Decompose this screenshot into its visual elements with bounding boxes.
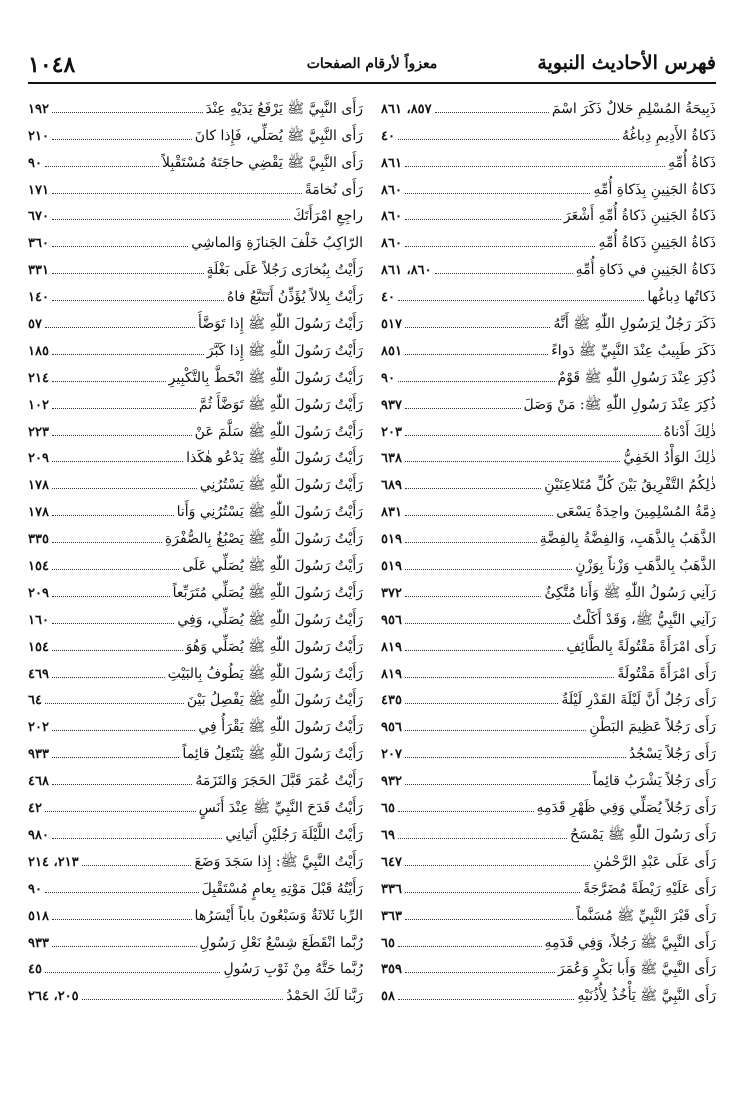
index-entry bbox=[28, 788, 363, 815]
index-entry bbox=[28, 842, 363, 869]
page-reference: ٨٦٠، ٨٦١ bbox=[381, 263, 432, 279]
hadith-text: رَأَيْتُ رَسُولَ اللّٰهِ ﷺ يَقْرَأُ فِي bbox=[198, 719, 363, 736]
hadith-text: ذَكَرَ طَبِيبٌ عِنْدَ النَّبِيِّ ﷺ دَواءً bbox=[551, 342, 716, 359]
dot-leader bbox=[52, 919, 192, 920]
page-title: فهرس الأحاديث النبوية bbox=[537, 52, 716, 74]
index-entry bbox=[381, 439, 716, 466]
page-reference: ٨٣١ bbox=[381, 505, 402, 521]
dot-leader bbox=[405, 677, 614, 678]
page-reference: ٤٣٥ bbox=[381, 693, 402, 709]
index-entry bbox=[381, 358, 716, 385]
hadith-text: رَأَى رَجُلٌ أَنَّ لَيْلَةَ القَدْرِ لَيْلَةُ bbox=[561, 692, 716, 709]
index-entry bbox=[28, 950, 363, 977]
page-reference: ٣٣٦ bbox=[381, 881, 402, 897]
index-entry bbox=[28, 976, 363, 1003]
dot-leader bbox=[405, 542, 537, 543]
dot-leader bbox=[435, 112, 549, 113]
dot-leader bbox=[405, 703, 558, 704]
index-entry bbox=[28, 681, 363, 708]
hadith-text: رَأَى عَلَيْهِ رَيْطَةً مُضَرَّجَةً bbox=[583, 880, 716, 897]
hadith-text: ذَكاةُ الأَدِيمِ دِباغُهُ bbox=[622, 127, 716, 144]
hadith-text: رَأَى النَّبِيَّ ﷺ وَأَبا بَكْرٍ وَعُمَرَ bbox=[557, 961, 716, 978]
index-entry bbox=[381, 976, 716, 1003]
index-entry bbox=[381, 681, 716, 708]
dot-leader bbox=[52, 461, 183, 462]
page-reference: ٢١٠ bbox=[28, 128, 49, 144]
index-entry bbox=[28, 627, 363, 654]
page-reference: ٩٠ bbox=[381, 370, 395, 386]
page-reference: ١٨٥ bbox=[28, 343, 49, 359]
dot-leader bbox=[405, 515, 553, 516]
header-rule bbox=[28, 82, 716, 84]
index-entry bbox=[28, 519, 363, 546]
index-entry bbox=[381, 627, 716, 654]
index-entry bbox=[381, 170, 716, 197]
hadith-text: رَأَيْتُ رَسُولَ اللّٰهِ ﷺ يُصَلِّي مُتَرَبِّعاً bbox=[172, 584, 363, 601]
hadith-text: رَأَيْتُ رَسُولَ اللّٰهِ ﷺ إِذا كَبَّرَ bbox=[206, 342, 363, 359]
page-reference: ٨٦٠ bbox=[381, 182, 402, 198]
dot-leader bbox=[405, 193, 590, 194]
dot-leader bbox=[52, 408, 196, 409]
hadith-text: رَأَيْتُ بِلالاً يُؤَذِّنُ أَتَتَبَّعُ فاهُ bbox=[227, 289, 363, 306]
index-entry bbox=[28, 492, 363, 519]
index-entry bbox=[28, 465, 363, 492]
dot-leader bbox=[52, 139, 192, 140]
index-entry bbox=[381, 923, 716, 950]
index-entry bbox=[28, 546, 363, 573]
dot-leader bbox=[405, 892, 580, 893]
index-entry bbox=[381, 546, 716, 573]
dot-leader bbox=[45, 972, 220, 973]
hadith-text: رَأَيْتُ اللَّيْلَةَ رَجُلَيْنِ أَتَيانِي bbox=[225, 826, 363, 843]
dot-leader bbox=[82, 999, 284, 1000]
page-reference: ٦٧٠ bbox=[28, 209, 49, 225]
dot-leader bbox=[45, 327, 195, 328]
hadith-text: رَأَيْتُ رَسُولَ اللّٰهِ ﷺ يَصْبُغُ بِالصُّفْرَةِ bbox=[164, 531, 363, 548]
hadith-text: رَأَيْتُ رَسُولَ اللّٰهِ ﷺ تَوَضَّأَ ثُمَّ bbox=[198, 396, 363, 413]
hadith-text: رَأَى النَّبِيَّ ﷺ رَجُلاً، وَفِي قَدَمِهِ bbox=[544, 934, 716, 951]
dot-leader bbox=[52, 435, 192, 436]
hadith-text: ذَكاةُ الجَنِينِ ذَكاةُ أُمِّهِ أَشْعَرَ bbox=[563, 208, 716, 225]
hadith-text: رَأَى النَّبِيَّ ﷺ يَأْخُذُ لِأُذُنَيْهِ bbox=[577, 988, 716, 1005]
hadith-text: رُبَّما انْقَطَعَ شِسْعُ نَعْلِ رَسُولِ bbox=[199, 934, 363, 951]
hadith-text: رَأَيْتُ النَّبِيَّ ﷺ: إِذا سَجَدَ وَضَعَ bbox=[194, 853, 363, 870]
page-reference: ٢١٤ bbox=[28, 370, 49, 386]
hadith-text: رَأَى رَجُلاً يُصَلِّي وَفِي ظَهْرِ قَدَمِهِ bbox=[536, 800, 716, 817]
index-entry bbox=[28, 250, 363, 277]
dot-leader bbox=[405, 596, 542, 597]
page-reference: ٨١٩ bbox=[381, 666, 402, 682]
dot-leader bbox=[82, 865, 192, 866]
hadith-text: رَأَى رَسُولَ اللّٰهِ ﷺ يَمْسَحُ bbox=[569, 826, 716, 843]
hadith-text: ذُكِرَ عِنْدَ رَسُولِ اللّٰهِ ﷺ قَوْمٌ bbox=[557, 369, 716, 386]
hadith-text: رَأَيْتُ رَسُولَ اللّٰهِ ﷺ يَسْتُرُنِي وَأَنا bbox=[176, 504, 363, 521]
page-reference: ٦٤ bbox=[28, 693, 42, 709]
dot-leader bbox=[52, 596, 170, 597]
hadith-text: رَأَيْتُ رَسُولَ اللّٰهِ ﷺ يَفْصِلُ بَيْنَ bbox=[186, 692, 363, 709]
dot-leader bbox=[52, 515, 174, 516]
index-entry bbox=[28, 412, 363, 439]
index-entry bbox=[28, 707, 363, 734]
index-entry bbox=[28, 734, 363, 761]
page-reference: ٨١٩ bbox=[381, 639, 402, 655]
hadith-text: رَأَى النَّبِيَّ ﷺ يَقْضِي حاجَتَهُ مُسْتَقْبِلاً bbox=[161, 154, 363, 171]
dot-leader bbox=[405, 219, 561, 220]
dot-leader bbox=[398, 999, 574, 1000]
index-entry bbox=[381, 197, 716, 224]
hadith-text: ذَكَرَ رَجُلٌ لِرَسُولِ اللّٰهِ ﷺ أَنَّهُ bbox=[553, 316, 716, 333]
index-entry bbox=[28, 143, 363, 170]
index-entry bbox=[381, 600, 716, 627]
dot-leader bbox=[405, 408, 521, 409]
page-reference: ٤٠ bbox=[381, 128, 395, 144]
dot-leader bbox=[405, 972, 555, 973]
index-entry bbox=[28, 385, 363, 412]
index-entry bbox=[28, 223, 363, 250]
page-reference: ١٦٠ bbox=[28, 612, 49, 628]
hadith-text: رَأَيْتُ عُمَرَ قَبَّلَ الحَجَرَ وَالتَزَمَهُ bbox=[195, 773, 363, 790]
dot-leader bbox=[405, 650, 563, 651]
dot-leader bbox=[45, 811, 196, 812]
hadith-text: رَآنِي رَسُولُ اللّٰهِ ﷺ وَأَنا مُتَّكِئٌ bbox=[544, 584, 716, 601]
page-reference: ٥١٩ bbox=[381, 559, 402, 575]
index-entry bbox=[28, 197, 363, 224]
index-entry bbox=[381, 223, 716, 250]
dot-leader bbox=[52, 946, 197, 947]
page-reference: ٨٦٠ bbox=[381, 236, 402, 252]
hadith-text: رَأَى رَجُلاً يَشْرَبُ قائِماً bbox=[592, 773, 716, 790]
page-number: ١٠٤٨ bbox=[28, 52, 76, 78]
hadith-text: ذَبِيحَةُ المُسْلِمِ حَلالٌ ذَكَرَ اسْمَ bbox=[551, 100, 716, 117]
dot-leader bbox=[405, 246, 596, 247]
index-entry bbox=[381, 304, 716, 331]
dot-leader bbox=[405, 865, 590, 866]
index-entry bbox=[381, 654, 716, 681]
dot-leader bbox=[52, 623, 174, 624]
hadith-text: رَآنِي النَّبِيُّ ﷺ، وَقَدْ أَكَلْتُ bbox=[572, 611, 716, 628]
hadith-text: ذَكاتُها دِباغُها bbox=[647, 289, 716, 306]
dot-leader bbox=[398, 838, 567, 839]
dot-leader bbox=[52, 300, 224, 301]
hadith-text: رَأَيْتُ رَسُولَ اللّٰهِ ﷺ يَدْعُو هٰكَذا bbox=[186, 450, 363, 467]
page-reference: ١٧٨ bbox=[28, 505, 49, 521]
hadith-text: رَأَيْتُ رَسُولَ اللّٰهِ ﷺ يُصَلِّي وَهُوَ bbox=[185, 638, 363, 655]
page-reference: ٩٣٣ bbox=[28, 747, 49, 763]
page-reference: ١٥٤ bbox=[28, 559, 49, 575]
dot-leader bbox=[52, 730, 195, 731]
dot-leader bbox=[52, 650, 183, 651]
dot-leader bbox=[52, 219, 290, 220]
hadith-text: رُبَّما حَتَّهُ مِنْ ثَوْبِ رَسُولِ bbox=[223, 961, 363, 978]
index-entry bbox=[381, 519, 716, 546]
page-reference: ٥١٧ bbox=[381, 317, 402, 333]
page-reference: ٣٦٠ bbox=[28, 236, 49, 252]
dot-leader bbox=[405, 569, 572, 570]
hadith-text: رَأَيْتُ رَسُولَ اللّٰهِ ﷺ يُصَلِّي عَلَى bbox=[182, 558, 363, 575]
index-entry bbox=[381, 385, 716, 412]
hadith-text: رَأَيْتُ رَسُولَ اللّٰهِ ﷺ يُصَلِّي، وَفِي bbox=[177, 611, 363, 628]
dot-leader bbox=[398, 300, 644, 301]
page-reference: ١٠٢ bbox=[28, 397, 49, 413]
dot-leader bbox=[405, 730, 586, 731]
index-entry bbox=[28, 761, 363, 788]
dot-leader bbox=[45, 703, 184, 704]
page-reference: ٤٦٩ bbox=[28, 666, 49, 682]
page-reference: ٦٩ bbox=[381, 827, 395, 843]
page-reference: ٩٨٠ bbox=[28, 827, 49, 843]
page-reference: ٢٢٣ bbox=[28, 424, 49, 440]
index-entry bbox=[381, 788, 716, 815]
index-entry bbox=[381, 277, 716, 304]
hadith-text: الذَّهَبُ بِالذَّهَبِ وَزْناً بِوَزْنٍ bbox=[575, 558, 716, 575]
dot-leader bbox=[405, 488, 541, 489]
page-reference: ٣٥٩ bbox=[381, 962, 402, 978]
page-reference: ٤٦٨ bbox=[28, 774, 49, 790]
dot-leader bbox=[52, 354, 204, 355]
index-entry bbox=[28, 654, 363, 681]
index-entry bbox=[381, 734, 716, 761]
index-entry bbox=[28, 923, 363, 950]
dot-leader bbox=[52, 381, 166, 382]
dot-leader bbox=[405, 757, 626, 758]
index-entry bbox=[28, 304, 363, 331]
page-reference: ٥١٩ bbox=[381, 532, 402, 548]
hadith-text: ذَكاةُ الجَنِينِ في ذَكاةِ أُمِّهِ bbox=[575, 262, 716, 279]
hadith-text: رَأَيْتُ رَسُولَ اللّٰهِ ﷺ يَطُوفُ بِالبَيْتِ bbox=[167, 665, 363, 682]
hadith-text: رَأَيْتُ رَسُولَ اللّٰهِ ﷺ إِذا تَوَضَّأَ bbox=[198, 316, 363, 333]
hadith-text: الرّاكِبُ خَلْفَ الجَنازَةِ وَالماشِي bbox=[191, 235, 363, 252]
hadith-text: ذٰلِكَ الوَأْدُ الخَفِيُّ bbox=[623, 450, 716, 467]
page-reference: ٩٣٢ bbox=[381, 774, 402, 790]
dot-leader bbox=[52, 273, 204, 274]
index-entry bbox=[381, 250, 716, 277]
hadith-text: رَأَيْتُ رَسُولَ اللّٰهِ ﷺ يَسْتُرُنِي bbox=[199, 477, 363, 494]
hadith-text: ذِمَّةُ المُسْلِمِينَ واحِدَةٌ يَسْعَى bbox=[556, 504, 716, 521]
page-reference: ٢٠٣ bbox=[381, 424, 402, 440]
page-reference: ٩٣٣ bbox=[28, 935, 49, 951]
hadith-text: رَأَى عَلَى عَبْدِ الرَّحْمٰنِ bbox=[593, 853, 716, 870]
page-reference: ٢١٣، ٢١٤ bbox=[28, 854, 79, 870]
page-reference: ٢٠٥، ٢٦٤ bbox=[28, 989, 79, 1005]
index-column-left bbox=[28, 89, 363, 1003]
dot-leader bbox=[45, 166, 159, 167]
hadith-text: رَأَيْتُهُ قَبْلَ مَوْتِهِ بِعامٍ مُسْتَقْبِلَ bbox=[201, 880, 363, 897]
page-reference: ٣٦٣ bbox=[381, 908, 402, 924]
page-reference: ٦٥ bbox=[381, 935, 395, 951]
hadith-text: رَأَيْتُ بِبُخارَى رَجُلاً عَلَى بَغْلَةٍ bbox=[206, 262, 363, 279]
page-reference: ٣٣٥ bbox=[28, 532, 49, 548]
hadith-text: رَأَى رَجُلاً عَظِيمَ البَطْنِ bbox=[589, 719, 716, 736]
index-entry bbox=[381, 761, 716, 788]
page-reference: ١٤٠ bbox=[28, 290, 49, 306]
page-reference: ٣٧٢ bbox=[381, 585, 402, 601]
dot-leader bbox=[398, 811, 534, 812]
hadith-text: رَأَى النَّبِيَّ ﷺ يُصَلِّي، فَإِذا كانَ bbox=[194, 127, 363, 144]
hadith-text: ذَكاةُ الجَنِينِ ذَكاةُ أُمِّهِ bbox=[598, 235, 716, 252]
dot-leader bbox=[405, 623, 570, 624]
page-reference: ٤٢ bbox=[28, 801, 42, 817]
dot-leader bbox=[398, 381, 555, 382]
index-entry bbox=[381, 89, 716, 116]
dot-leader bbox=[405, 461, 620, 462]
index-entry bbox=[28, 116, 363, 143]
page-reference: ٩٠ bbox=[28, 881, 42, 897]
hadith-text: رَأَى رَجُلاً يَسْجُدُ bbox=[628, 746, 716, 763]
page-reference: ١٩٢ bbox=[28, 101, 49, 117]
hadith-text: رَأَى نُخامَةً bbox=[304, 181, 363, 198]
index-entry bbox=[381, 707, 716, 734]
page-reference: ٨٦٠ bbox=[381, 209, 402, 225]
page-reference: ٦٤٧ bbox=[381, 854, 402, 870]
dot-leader bbox=[52, 569, 179, 570]
hadith-text: رَأَيْتُ قَدَحَ النَّبِيِّ ﷺ عِنْدَ أَنَسٍ bbox=[198, 800, 363, 817]
dot-leader bbox=[405, 327, 551, 328]
index-column-right bbox=[381, 89, 716, 1003]
page-reference: ٦٨٩ bbox=[381, 478, 402, 494]
index-entry bbox=[381, 950, 716, 977]
hadith-text: رَأَى امْرَأَةً مَقْتُولَةً bbox=[617, 665, 716, 682]
dot-leader bbox=[398, 946, 542, 947]
hadith-text: الذَّهَبُ بِالذَّهَبِ، وَالفِضَّةُ بِالفِضَّةِ bbox=[539, 531, 716, 548]
page-reference: ٢٠٩ bbox=[28, 585, 49, 601]
dot-leader bbox=[398, 139, 619, 140]
page-reference: ٨٦١ bbox=[381, 155, 402, 171]
page-reference: ١٥٤ bbox=[28, 639, 49, 655]
hadith-text: رَأَيْتُ رَسُولَ اللّٰهِ ﷺ سَلَّمَ عَنْ bbox=[194, 423, 363, 440]
index-entry bbox=[28, 170, 363, 197]
index-entry bbox=[28, 600, 363, 627]
dot-leader bbox=[45, 892, 199, 893]
dot-leader bbox=[405, 435, 661, 436]
index-entry bbox=[28, 358, 363, 385]
index-entry bbox=[28, 573, 363, 600]
hadith-text: ذَكاةُ أُمِّهِ bbox=[668, 154, 716, 171]
index-entry bbox=[28, 439, 363, 466]
page-reference: ١٧٨ bbox=[28, 478, 49, 494]
hadith-text: ذُكِرَ عِنْدَ رَسُولِ اللّٰهِ ﷺ: مَنْ وَصَلَ bbox=[523, 396, 716, 413]
dot-leader bbox=[52, 112, 203, 113]
index-entry bbox=[28, 896, 363, 923]
page-reference: ٩٠ bbox=[28, 155, 42, 171]
dot-leader bbox=[52, 542, 162, 543]
hadith-text: رَأَيْتُ رَسُولَ اللّٰهِ ﷺ انْحَطَّ بِالتَّكْبِيرِ bbox=[168, 369, 363, 386]
index-entry bbox=[381, 842, 716, 869]
index-entry bbox=[381, 116, 716, 143]
index-entry bbox=[28, 277, 363, 304]
hadith-text: رَأَى امْرَأَةً مَقْتُولَةً بِالطَّائِفِ bbox=[566, 638, 716, 655]
dot-leader bbox=[405, 354, 548, 355]
page-reference: ٨٥٧، ٨٦١ bbox=[381, 101, 432, 117]
index-entry bbox=[381, 896, 716, 923]
page-reference: ٩٥٦ bbox=[381, 720, 402, 736]
hadith-text: رَأَى قَبْرَ النَّبِيِّ ﷺ مُسَنَّماً bbox=[576, 907, 716, 924]
page-reference: ٢٠٧ bbox=[381, 747, 402, 763]
dot-leader bbox=[52, 784, 192, 785]
page-reference: ١٧١ bbox=[28, 182, 49, 198]
hadith-text: ذَكاةُ الجَنِينِ بِذَكاةِ أُمِّهِ bbox=[593, 181, 716, 198]
page-reference: ٦٥ bbox=[381, 801, 395, 817]
hadith-text: راجِعِ امْرَأَتَكَ bbox=[293, 208, 363, 225]
page-reference: ٥١٨ bbox=[28, 908, 49, 924]
dot-leader bbox=[52, 488, 197, 489]
dot-leader bbox=[52, 193, 302, 194]
page-reference: ٦٣٨ bbox=[381, 451, 402, 467]
hadith-text: رَأَيْتُ رَسُولَ اللّٰهِ ﷺ يَنْتَعِلُ قائِماً bbox=[182, 746, 363, 763]
index-entry bbox=[28, 815, 363, 842]
dot-leader bbox=[405, 166, 665, 167]
page-reference: ٣٣١ bbox=[28, 263, 49, 279]
dot-leader bbox=[52, 838, 222, 839]
dot-leader bbox=[52, 757, 179, 758]
page-header bbox=[28, 52, 716, 82]
index-entry bbox=[381, 331, 716, 358]
index-entry bbox=[381, 815, 716, 842]
hadith-text: رَبَّنا لَكَ الحَمْدُ bbox=[286, 988, 363, 1005]
hadith-text: رَأَى النَّبِيَّ ﷺ يَرْفَعُ يَدَيْهِ عِنْدَ bbox=[205, 100, 363, 117]
page-reference: ٩٥٦ bbox=[381, 612, 402, 628]
dot-leader bbox=[405, 784, 590, 785]
page-subtitle: معزواً لأرقام الصفحات bbox=[306, 56, 438, 72]
dot-leader bbox=[52, 246, 188, 247]
dot-leader bbox=[52, 677, 165, 678]
index-entry bbox=[28, 869, 363, 896]
index-entry bbox=[381, 492, 716, 519]
index-entry bbox=[28, 331, 363, 358]
index-entry bbox=[28, 89, 363, 116]
index-entry bbox=[381, 465, 716, 492]
page-reference: ٢٠٢ bbox=[28, 720, 49, 736]
page-reference: ٥٧ bbox=[28, 317, 42, 333]
page-reference: ٩٣٧ bbox=[381, 397, 402, 413]
page-reference: ٢٠٩ bbox=[28, 451, 49, 467]
index-entry bbox=[381, 143, 716, 170]
page-reference: ٤٠ bbox=[381, 290, 395, 306]
page-reference: ٤٥ bbox=[28, 962, 42, 978]
dot-leader bbox=[405, 919, 573, 920]
index-entry bbox=[381, 412, 716, 439]
index-entry bbox=[381, 573, 716, 600]
hadith-text: الرِّبا ثَلاثَةٌ وَسَبْعُونَ باباً أَيْسَرُها bbox=[194, 907, 363, 924]
hadith-text: ذٰلِكُمُ التَّفْرِيقُ بَيْنَ كُلِّ مُتَلاعِنَيْنِ bbox=[544, 477, 716, 494]
hadith-text: ذٰلِكَ أَدْناهُ bbox=[663, 423, 716, 440]
page-reference: ٥٨ bbox=[381, 989, 395, 1005]
index-entry bbox=[381, 869, 716, 896]
page-reference: ٨٥١ bbox=[381, 343, 402, 359]
dot-leader bbox=[435, 273, 573, 274]
